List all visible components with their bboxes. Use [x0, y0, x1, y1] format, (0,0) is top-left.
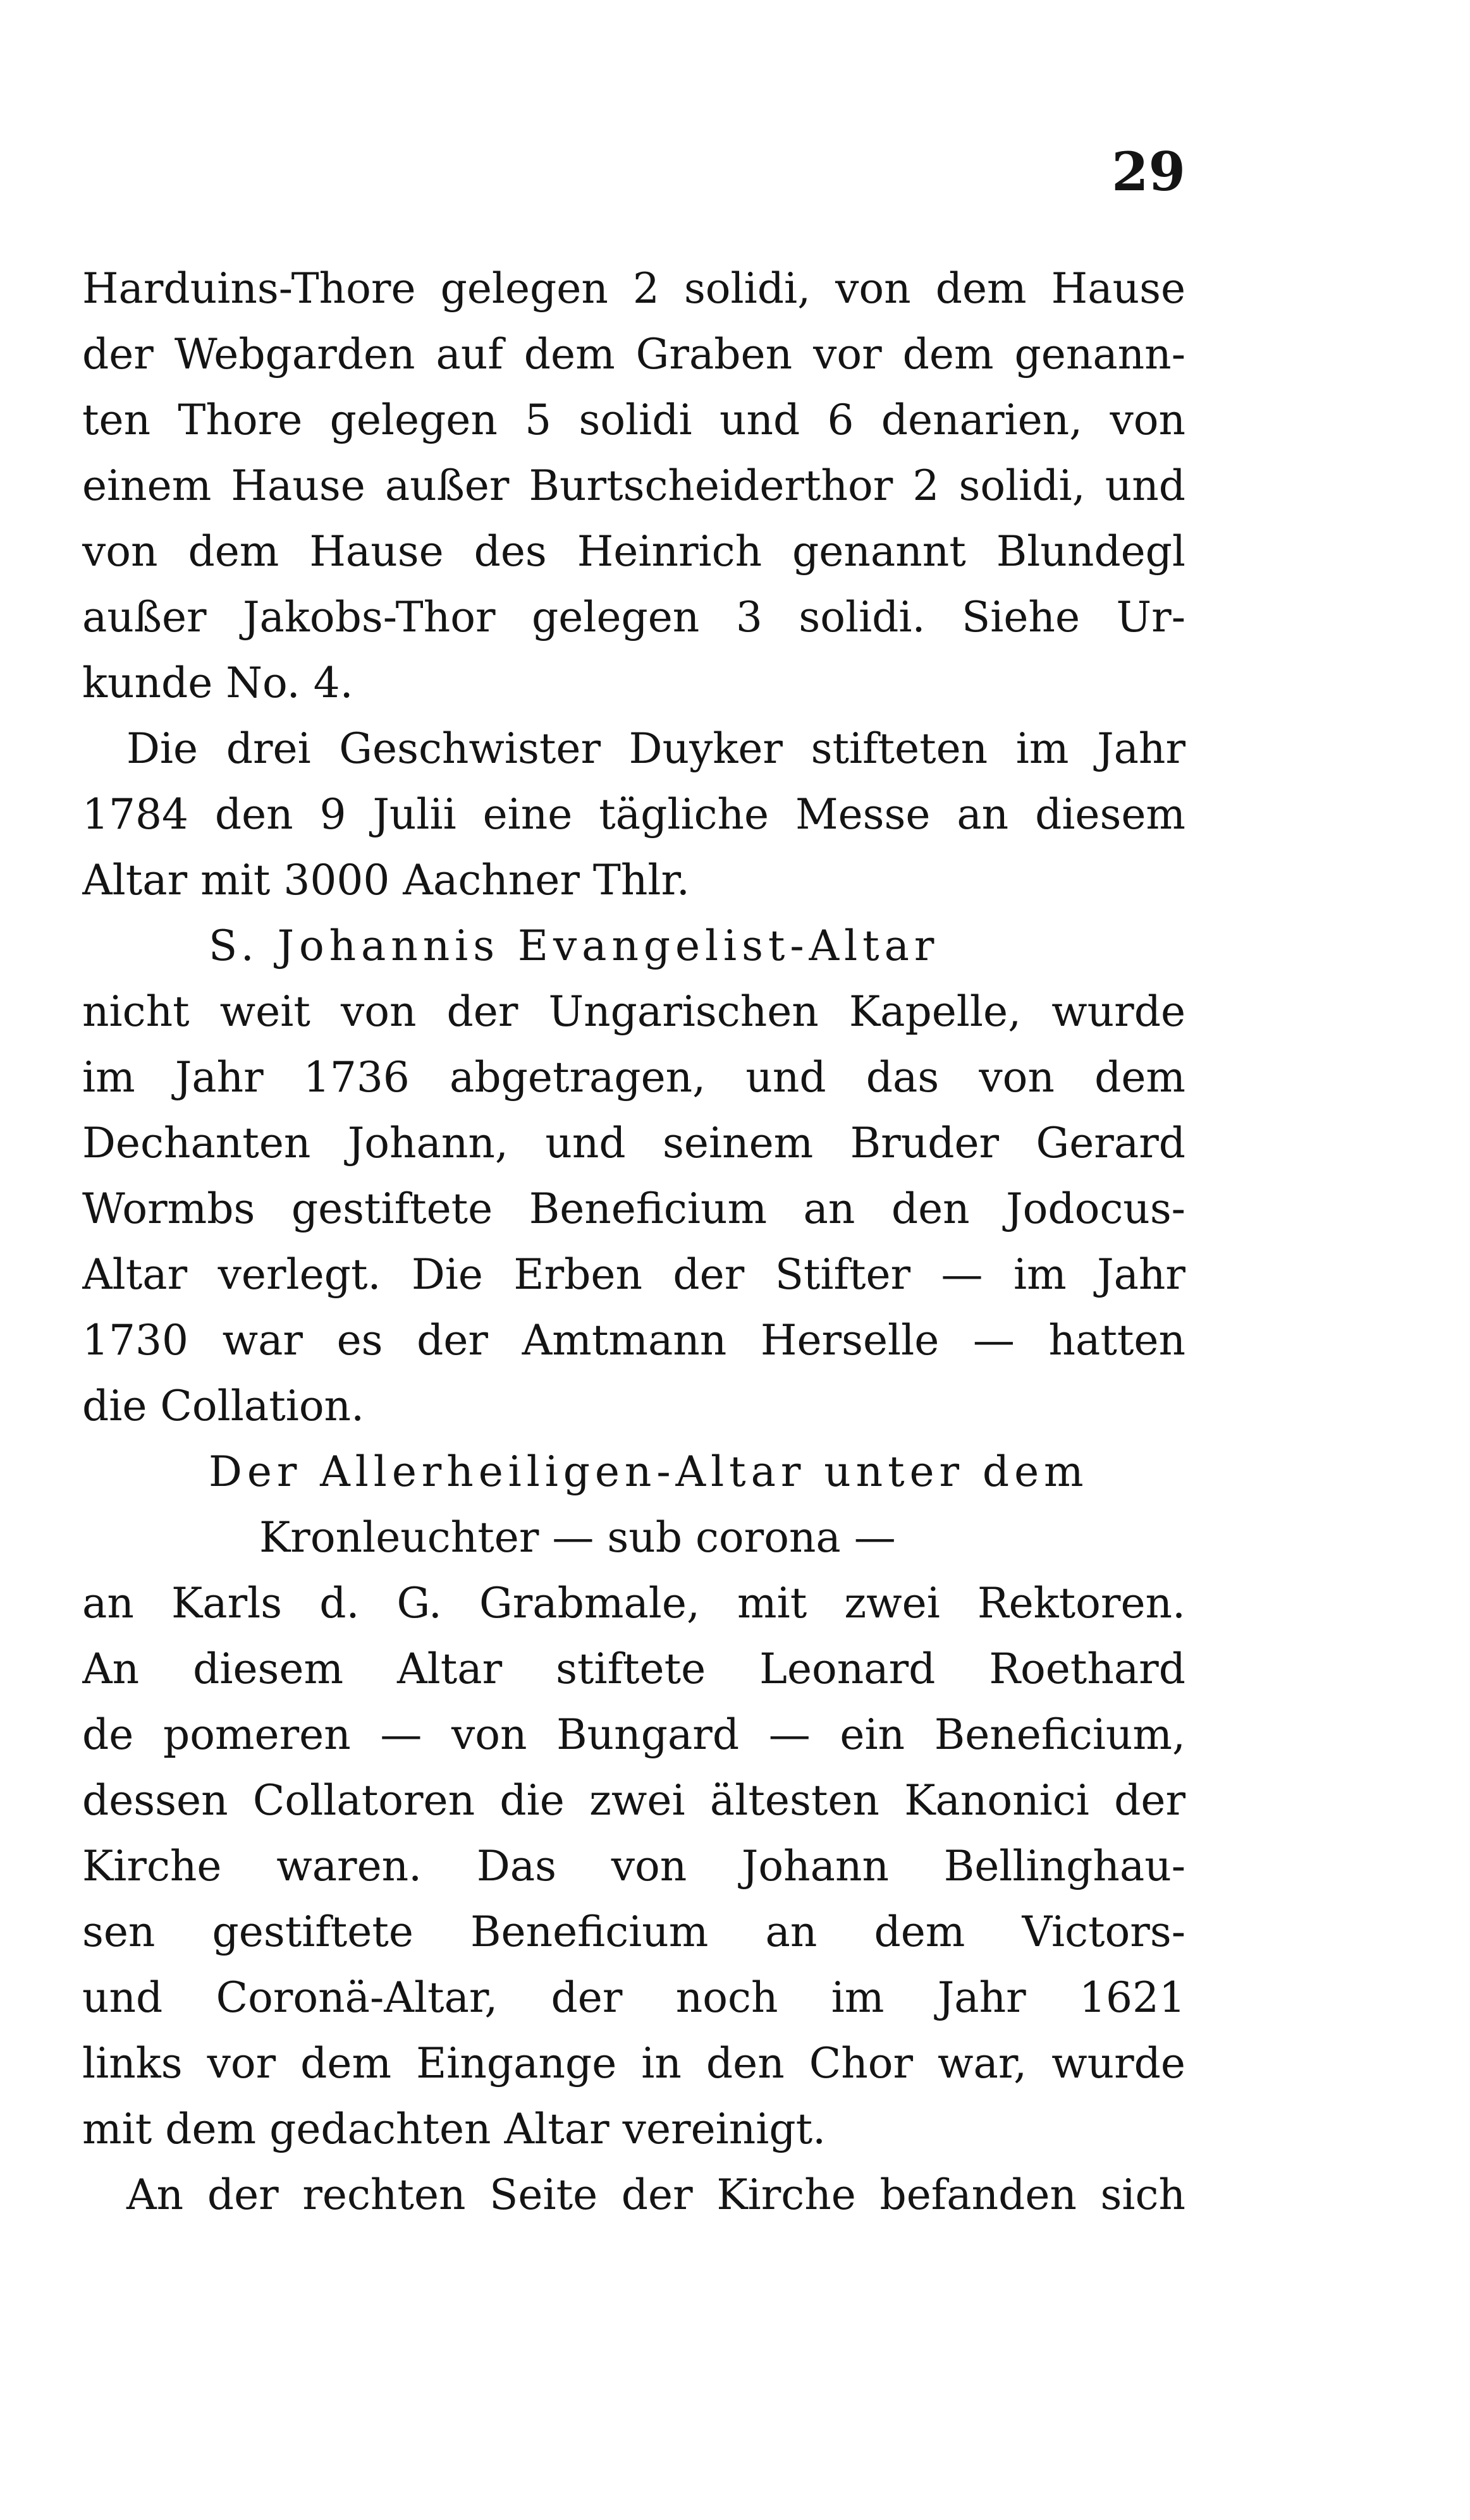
text-line: links vor dem Eingange in den Chor war, wurde — [82, 2039, 1185, 2088]
text-line: Dechanten Johann, und seinem Bruder Gerard — [82, 1119, 1185, 1167]
section-heading: S. Johannis Evangelist-Altar — [209, 922, 940, 970]
text-line: und Coronä-Altar, der noch im Jahr 1621 — [82, 1973, 1185, 2022]
text-line: dessen Collatoren die zwei ältesten Kanonici der — [82, 1776, 1185, 1825]
text-line: Wormbs gestiftete Beneficium an den Jodocus- — [82, 1184, 1185, 1233]
text-line: Altar verlegt. Die Erben der Stifter — im Jahr — [82, 1250, 1185, 1299]
page-body-text — [82, 256, 1185, 2228]
text-line: de pomeren — von Bungard — ein Beneficium, — [82, 1710, 1185, 1759]
text-line: 1784 den 9 Julii eine tägliche Messe an diesem — [82, 790, 1185, 839]
section-heading: Der Allerheiligen-Altar unter dem — [209, 1447, 1089, 1496]
text-line: nicht weit von der Ungarischen Kapelle, wurde — [82, 987, 1185, 1036]
text-line: von dem Hause des Heinrich genannt Blundegl — [82, 527, 1185, 576]
text-line: Kirche waren. Das von Johann Bellinghau- — [82, 1842, 1185, 1890]
page-number: 29 — [1112, 140, 1185, 203]
text-line: außer Jakobs-Thor gelegen 3 solidi. Siehe Ur- — [82, 593, 1185, 642]
text-line: Altar mit 3000 Aachner Thlr. — [82, 856, 690, 904]
text-line: ten Thore gelegen 5 solidi und 6 denarien, von — [82, 396, 1185, 444]
text-line: Harduins-Thore gelegen 2 solidi, von dem Hause — [82, 264, 1185, 313]
text-line: An der rechten Seite der Kirche befanden sich — [126, 2170, 1185, 2219]
text-line: der Webgarden auf dem Graben vor dem genann- — [82, 330, 1185, 379]
text-line: 1730 war es der Amtmann Herselle — hatten — [82, 1316, 1185, 1365]
text-line: mit dem gedachten Altar vereinigt. — [82, 2105, 826, 2153]
text-line: einem Hause außer Burtscheiderthor 2 solidi, und — [82, 461, 1185, 510]
text-line: die Collation. — [82, 1382, 365, 1430]
text-line: Die drei Geschwister Duyker stifteten im Jahr — [126, 724, 1185, 773]
section-subheading: Kronleuchter — sub corona — — [259, 1513, 896, 1562]
text-line: an Karls d. G. Grabmale, mit zwei Rektoren. — [82, 1579, 1185, 1628]
text-line: im Jahr 1736 abgetragen, und das von dem — [82, 1053, 1185, 1102]
text-line: kunde No. 4. — [82, 659, 353, 707]
text-line: An diesem Altar stiftete Leonard Roethard — [82, 1645, 1185, 1693]
text-line: sen gestiftete Beneficium an dem Victors- — [82, 1908, 1185, 1956]
